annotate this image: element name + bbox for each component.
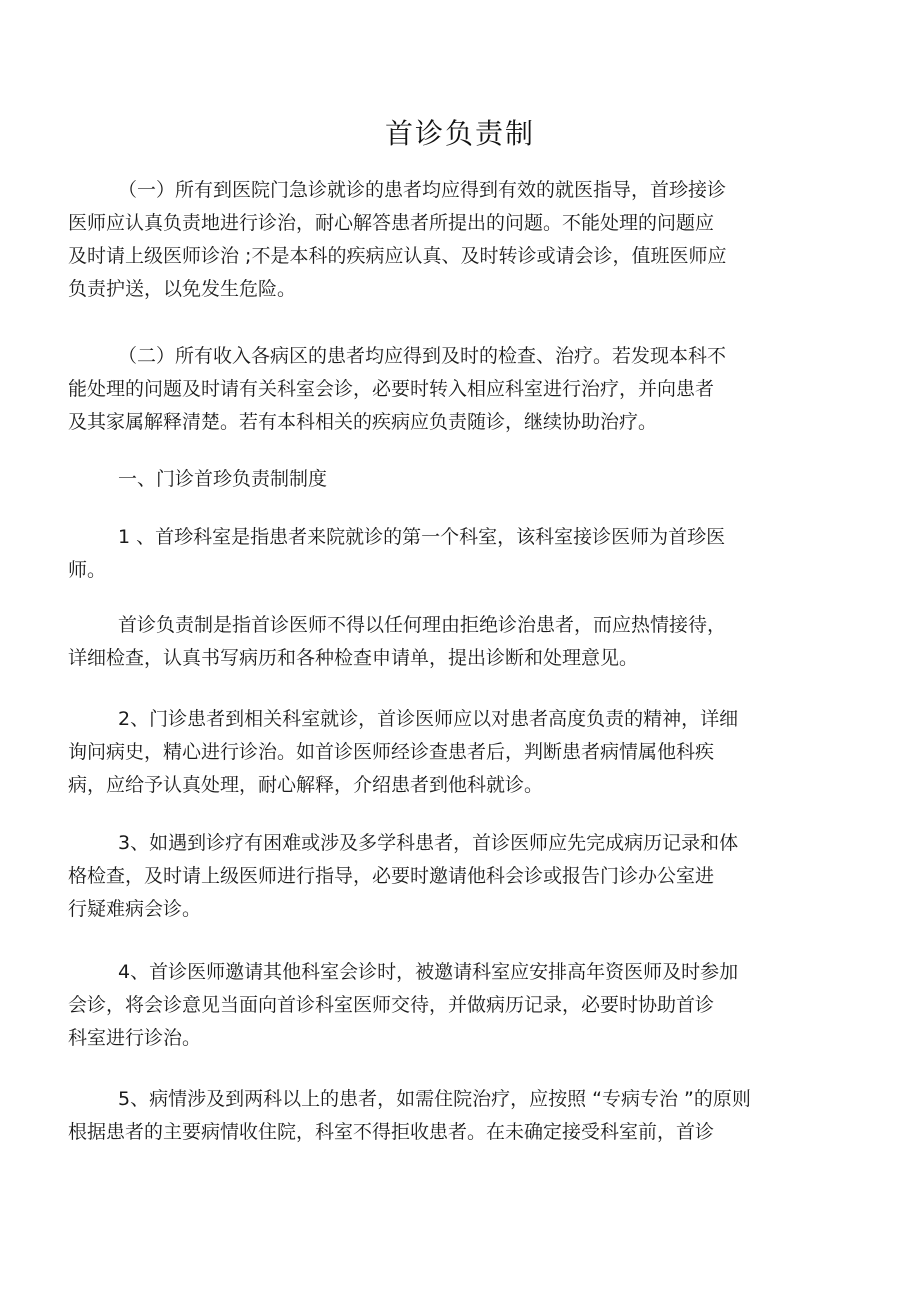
paragraph-5 (68, 609, 838, 675)
paragraph-line: 3、如遇到诊疗有困难或涉及多学科患者，首诊医师应先完成病历记录和体 (118, 832, 739, 854)
paragraph-2 (68, 340, 838, 439)
paragraph-line: 科室进行诊治。 (68, 1027, 202, 1049)
paragraph-1 (68, 174, 838, 306)
paragraph-line: 一、门诊首珍负责制制度 (118, 468, 328, 490)
section-heading (68, 463, 838, 496)
paragraph-9 (68, 1083, 838, 1149)
paragraph-line: 根据患者的主要病情收住院，科室不得拒收患者。在未确定接受科室前，首诊 (68, 1121, 715, 1143)
paragraph-line: 师。 (68, 559, 107, 581)
paragraph-line: （一）所有到医院门急诊就诊的患者均应得到有效的就医指导，首珍接诊 (118, 179, 727, 201)
paragraph-line: 会诊，将会诊意见当面向首诊科室医师交待，并做病历记录，必要时协助首诊 (68, 994, 715, 1016)
paragraph-line: 详细检查，认真书写病历和各种检查申请单，提出诊断和处理意见。 (68, 647, 639, 669)
paragraph-line: 询问病史，精心进行诊治。如首诊医师经诊查患者后，判断患者病情属他科疾 (68, 741, 715, 763)
paragraph-line: 2、门诊患者到相关科室就诊，首诊医师应以对患者高度负责的精神，详细 (118, 708, 739, 730)
paragraph-line: 1 、首珍科室是指患者来院就诊的第一个科室，该科室接诊医师为首珍医 (118, 526, 726, 548)
paragraph-8 (68, 956, 838, 1055)
paragraph-6 (68, 703, 838, 802)
paragraph-line: （二）所有收入各病区的患者均应得到及时的检查、治疗。若发现本科不 (118, 345, 727, 367)
paragraph-4 (68, 521, 838, 587)
paragraph-line: 病，应给予认真处理，耐心解释，介绍患者到他科就诊。 (68, 774, 544, 796)
document-title: 首诊负责制 (384, 117, 535, 150)
paragraph-line: 行疑难病会诊。 (68, 898, 202, 920)
paragraph-line: 格检查，及时请上级医师进行指导，必要时邀请他科会诊或报告门诊办公室进 (68, 865, 715, 887)
paragraph-line: 及其家属解释清楚。若有本科相关的疾病应负责随诊，继续协助治疗。 (68, 411, 658, 433)
paragraph-line: 负责护送，以免发生危险。 (68, 278, 297, 300)
paragraph-line: 5、病情涉及到两科以上的患者，如需住院治疗，应按照 “专病专治 ”的原则 (118, 1088, 751, 1110)
paragraph-line: 首诊负责制是指首诊医师不得以任何理由拒绝诊治患者，而应热情接待， (118, 614, 727, 636)
paragraph-line: 4、首诊医师邀请其他科室会诊时，被邀请科室应安排高年资医师及时参加 (118, 961, 739, 983)
paragraph-line: 及时请上级医师诊治 ;不是本科的疾病应认真、及时转诊或请会诊，值班医师应 (68, 245, 727, 267)
paragraph-7 (68, 827, 838, 926)
paragraph-line: 能处理的问题及时请有关科室会诊，必要时转入相应科室进行治疗，并向患者 (68, 378, 715, 400)
paragraph-line: 医师应认真负责地进行诊治，耐心解答患者所提出的问题。不能处理的问题应 (68, 212, 715, 234)
